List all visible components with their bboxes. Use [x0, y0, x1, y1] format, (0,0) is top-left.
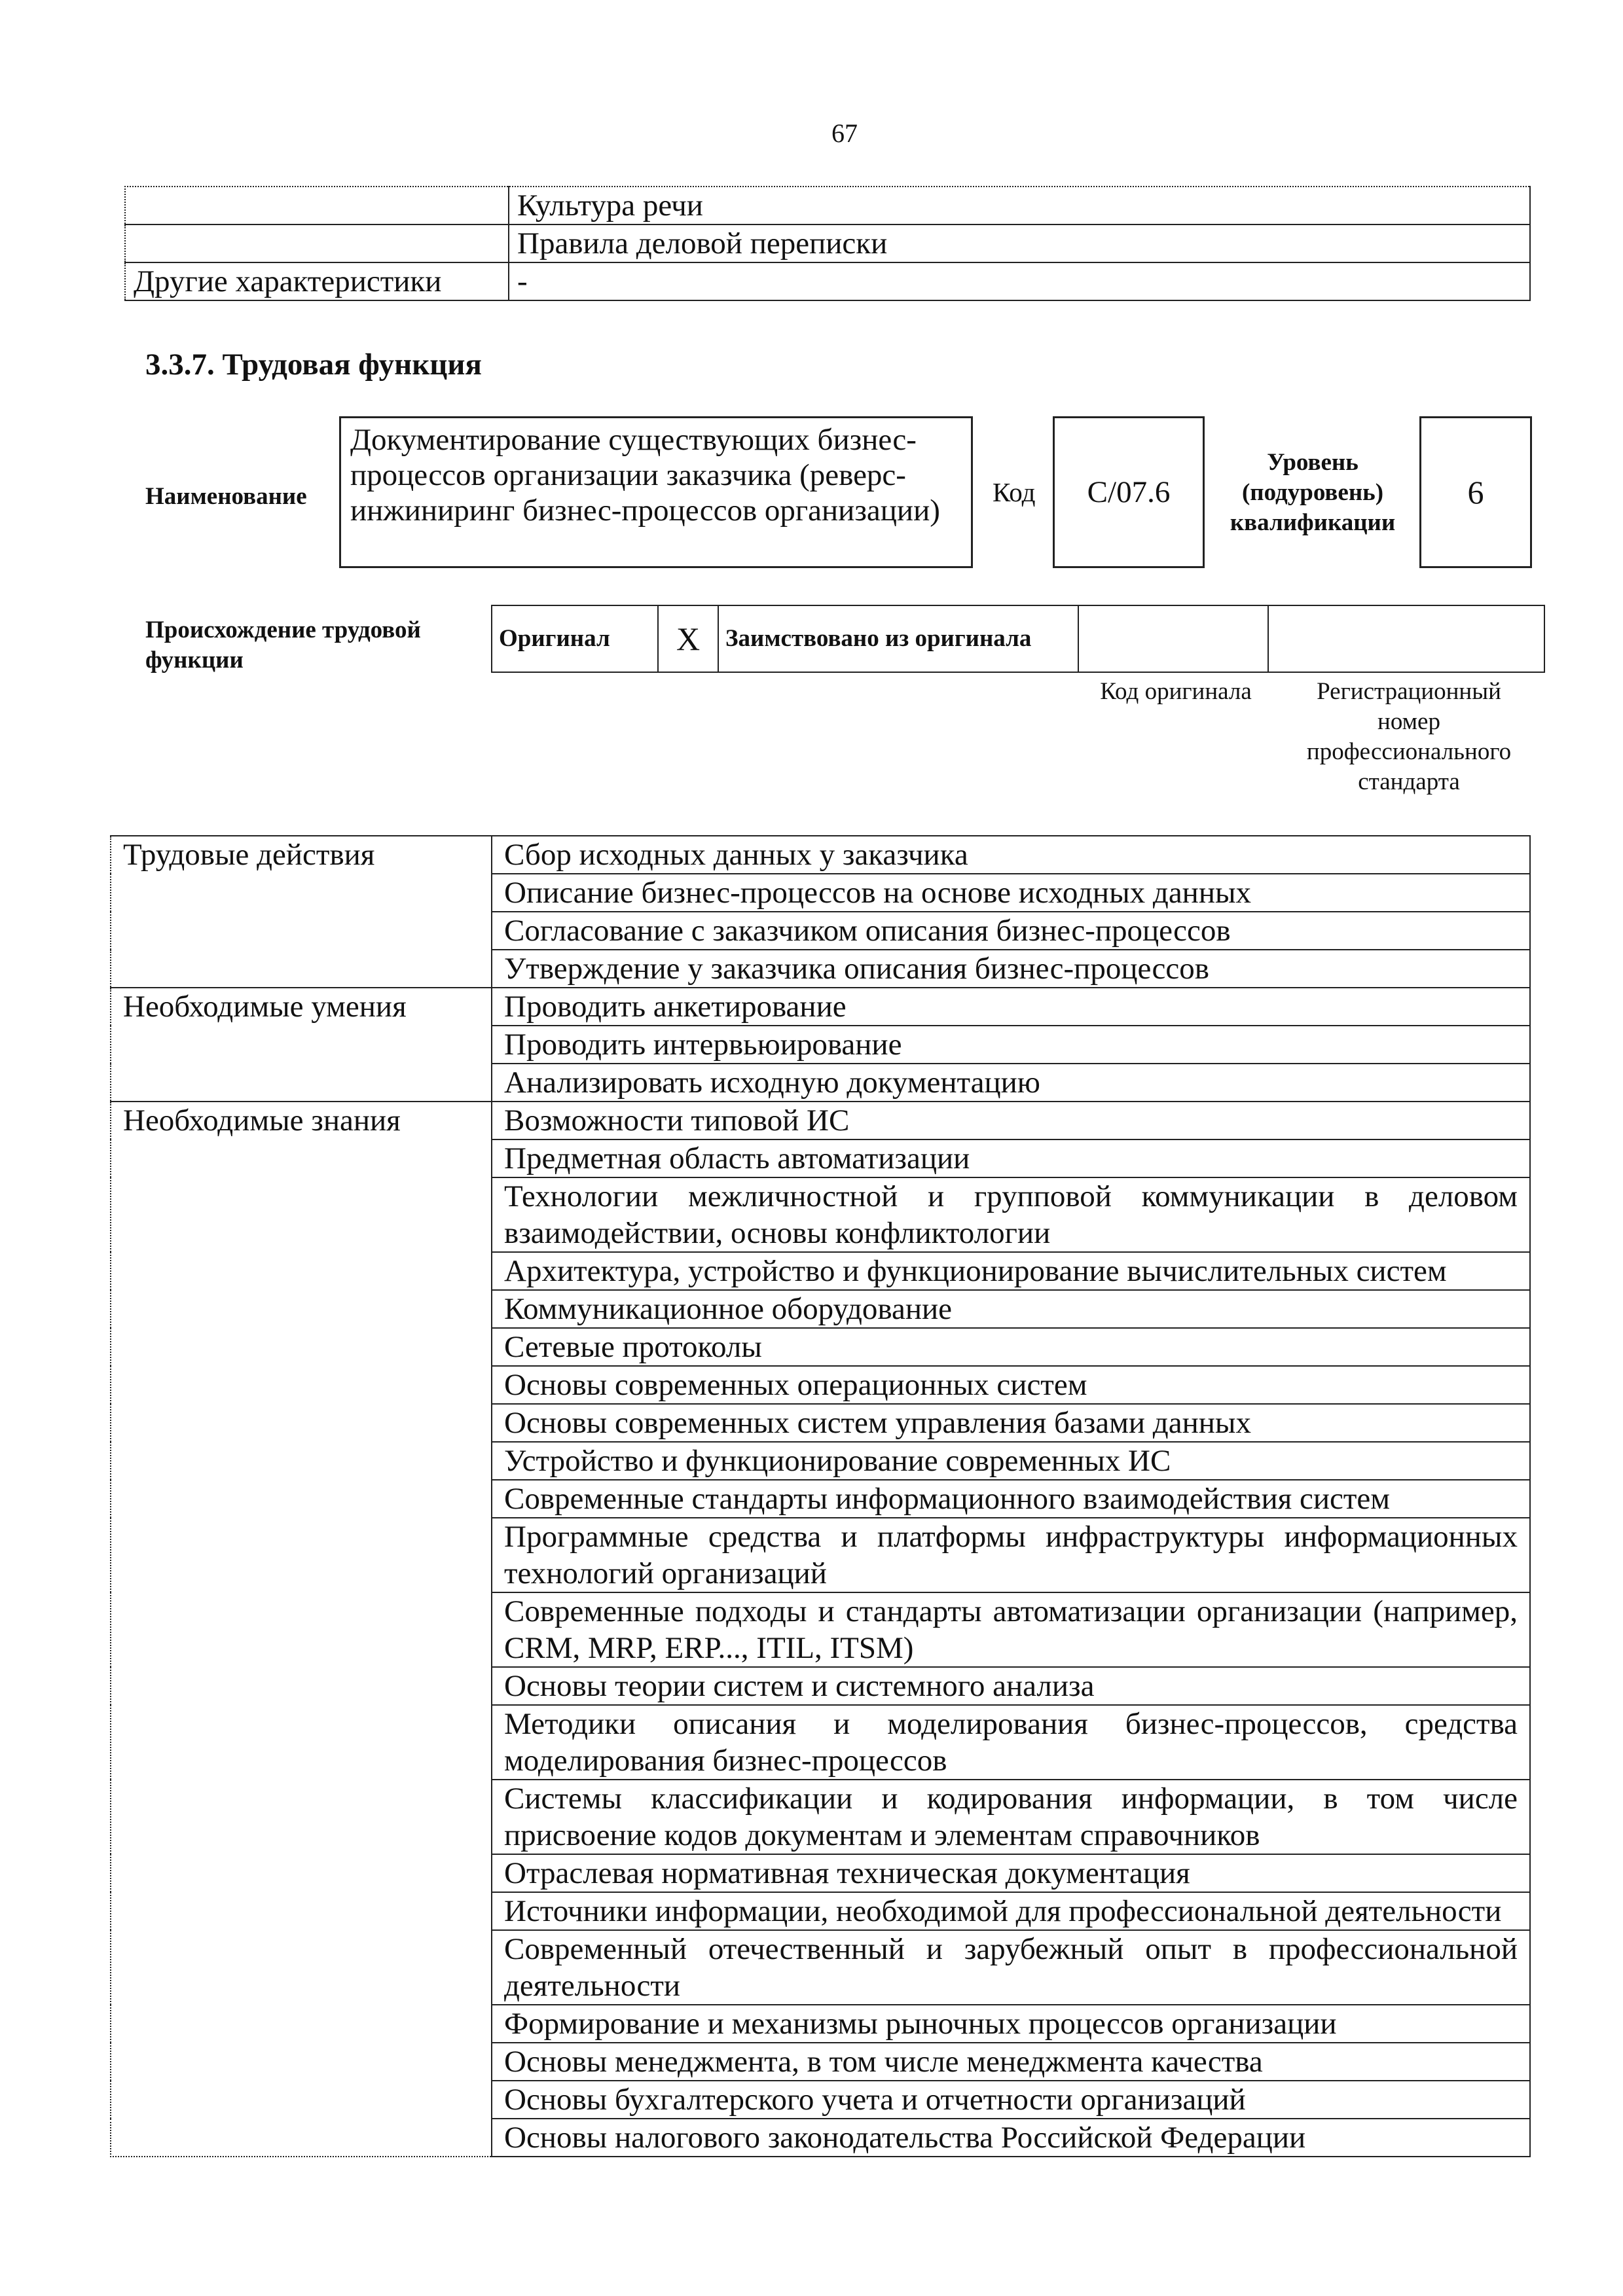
actions-item: Описание бизнес-процессов на основе исходных данных — [492, 874, 1530, 912]
table-row — [125, 262, 1530, 300]
knowledge-item: Основы теории систем и системного анализа — [492, 1667, 1530, 1705]
group-label: Необходимые знания — [111, 1102, 492, 2157]
row-label: Другие характеристики — [125, 262, 509, 300]
table-row — [111, 836, 1530, 874]
reg-number-cell — [1268, 605, 1544, 672]
knowledge-item: Возможности типовой ИС — [492, 1102, 1530, 1139]
knowledge-item: Отраслевая нормативная техническая документация — [492, 1854, 1530, 1892]
knowledge-item: Источники информации, необходимой для профессиональной деятельности — [492, 1892, 1530, 1930]
knowledge-item: Основы бухгалтерского учета и отчетности организаций — [492, 2081, 1530, 2119]
knowledge-item: Основы современных систем управления базами данных — [492, 1404, 1530, 1442]
knowledge-item: Методики описания и моделирования бизнес-процессов, средства моделирования бизнес-процессов — [492, 1705, 1530, 1780]
group-label: Необходимые умения — [111, 988, 492, 1102]
actions-item: Согласование с заказчиком описания бизнес-процессов — [492, 912, 1530, 950]
row-value: Правила деловой переписки — [509, 224, 1530, 262]
table-row — [111, 1102, 1530, 1139]
name-label: Наименование — [145, 483, 307, 510]
skills-item: Анализировать исходную документацию — [492, 1064, 1530, 1102]
table-row — [111, 988, 1530, 1026]
actions-item: Сбор исходных данных у заказчика — [492, 836, 1530, 874]
function-name-box: Документирование существующих бизнес-процессов организации заказчика (реверс-инжиниринг бизнес-процессов организации) — [339, 416, 973, 568]
knowledge-item: Современные подходы и стандарты автоматизации организации (например, CRM, MRP, ERP..., ITIL, ITSM) — [492, 1592, 1530, 1667]
knowledge-item: Основы современных операционных систем — [492, 1366, 1530, 1404]
code-box: С/07.6 — [1053, 416, 1205, 568]
knowledge-item: Основы менеджмента, в том числе менеджмента качества — [492, 2043, 1530, 2081]
original-code-cell — [1078, 605, 1268, 672]
requirements-table — [110, 835, 1531, 2157]
knowledge-item: Технологии межличностной и групповой коммуникации в деловом взаимодействии, основы конфликтологии — [492, 1177, 1530, 1252]
code-label: Код — [993, 477, 1036, 507]
table-row — [125, 187, 1530, 224]
knowledge-item: Формирование и механизмы рыночных процессов организации — [492, 2005, 1530, 2043]
characteristics-table — [124, 186, 1531, 301]
knowledge-item: Современный отечественный и зарубежный опыт в профессиональной деятельности — [492, 1930, 1530, 2005]
knowledge-item: Программные средства и платформы инфраструктуры информационных технологий организаций — [492, 1518, 1530, 1592]
knowledge-item: Устройство и функционирование современных ИС — [492, 1442, 1530, 1480]
knowledge-item: Современные стандарты информационного взаимодействия систем — [492, 1480, 1530, 1518]
actions-item: Утверждение у заказчика описания бизнес-процессов — [492, 950, 1530, 988]
level-label: Уровень (подуровень) квалификации — [1230, 449, 1396, 536]
knowledge-item: Архитектура, устройство и функционирование вычислительных систем — [492, 1252, 1530, 1290]
level-box: 6 — [1419, 416, 1532, 568]
row-label — [125, 224, 509, 262]
section-heading: 3.3.7. Трудовая функция — [145, 348, 482, 382]
row-label — [125, 187, 509, 224]
knowledge-item: Сетевые протоколы — [492, 1328, 1530, 1366]
borrowed-label: Заимствовано из оригинала — [718, 605, 1078, 672]
knowledge-item: Системы классификации и кодирования информации, в том числе присвоение кодов документам и элементам справочников — [492, 1780, 1530, 1854]
page-number: 67 — [831, 118, 858, 148]
origin-label: Происхождение трудовой функции — [145, 617, 421, 673]
skills-item: Проводить интервьюирование — [492, 1026, 1530, 1064]
knowledge-item: Основы налогового законодательства Российской Федерации — [492, 2119, 1530, 2157]
code-caption: Код оригинала — [1100, 678, 1252, 705]
origin-table — [491, 605, 1545, 673]
row-value: Культура речи — [509, 187, 1530, 224]
knowledge-item: Коммуникационное оборудование — [492, 1290, 1530, 1328]
knowledge-item: Предметная область автоматизации — [492, 1139, 1530, 1177]
table-row — [125, 224, 1530, 262]
original-label: Оригинал — [492, 605, 658, 672]
original-mark: X — [658, 605, 718, 672]
group-label: Трудовые действия — [111, 836, 492, 988]
reg-caption: Регистрационный номер профессионального стандарта — [1306, 678, 1512, 795]
row-value: - — [509, 262, 1530, 300]
skills-item: Проводить анкетирование — [492, 988, 1530, 1026]
